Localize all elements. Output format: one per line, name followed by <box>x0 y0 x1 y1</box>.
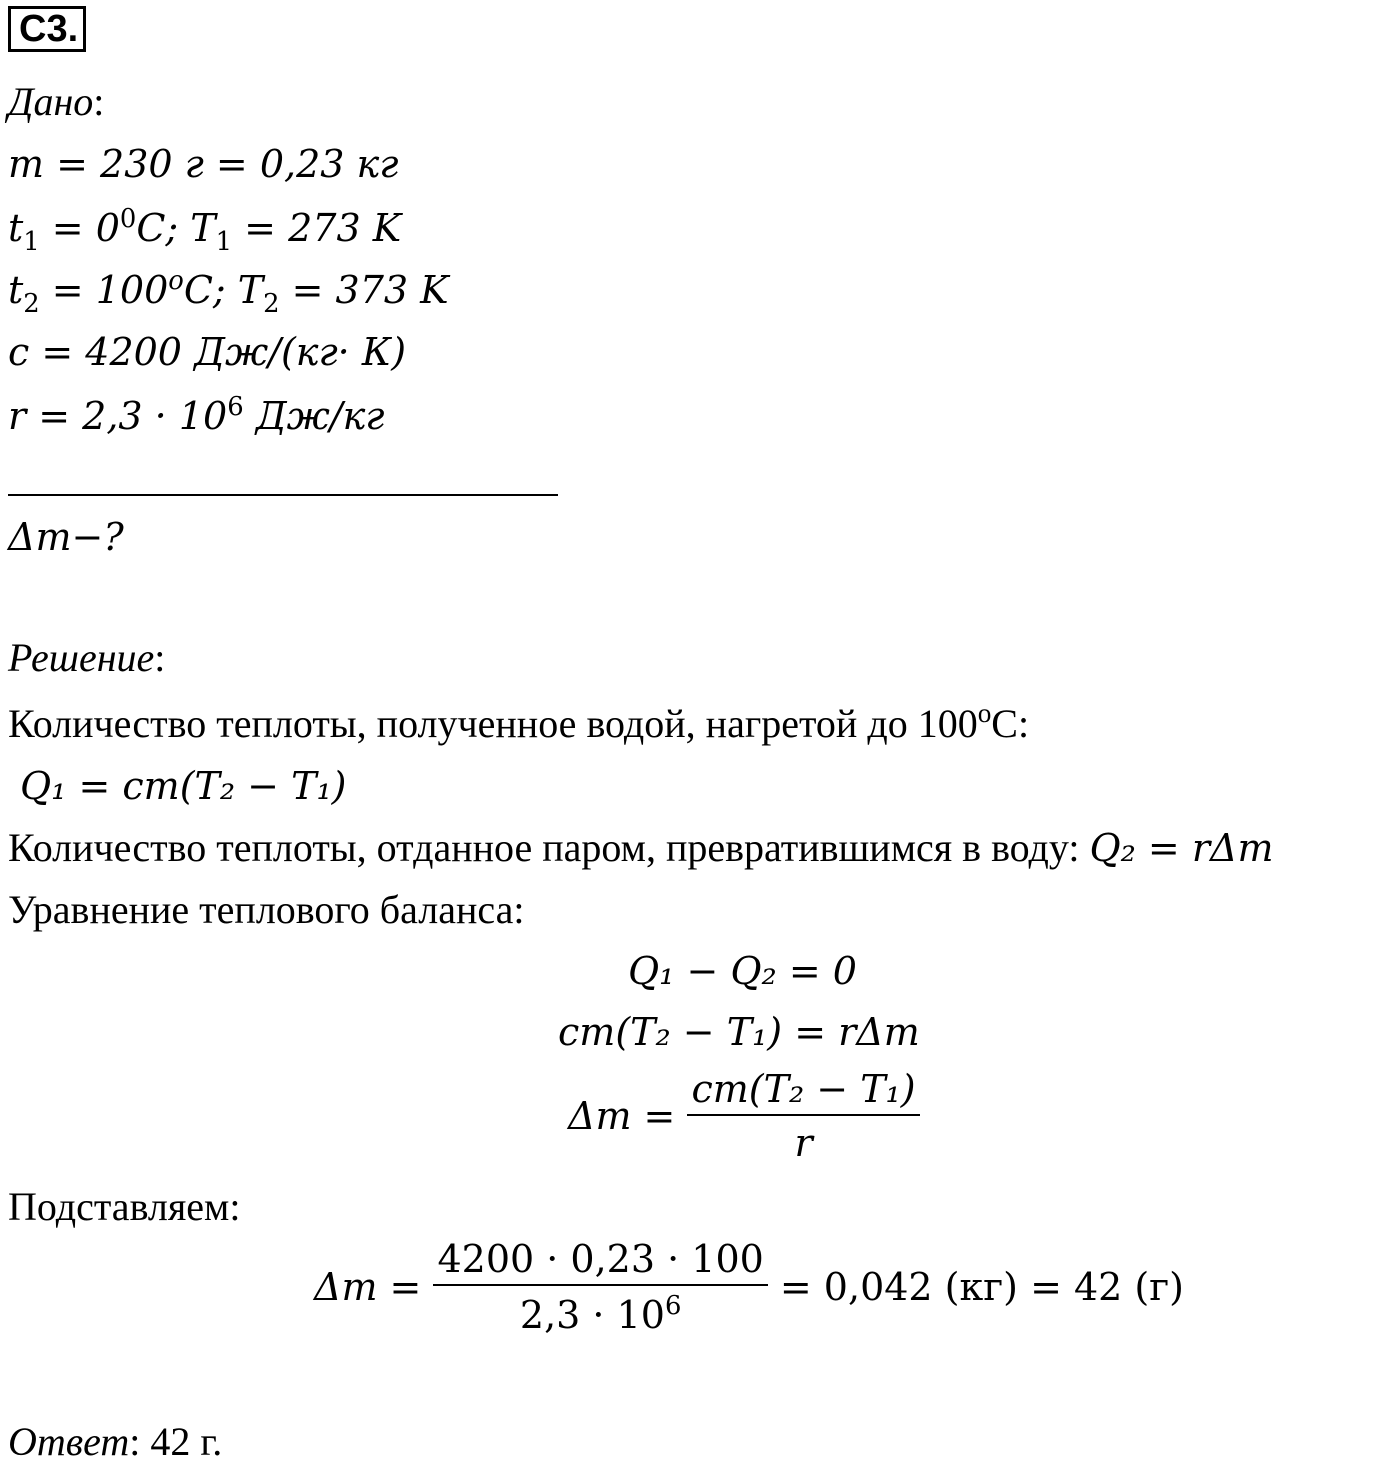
given-latent-heat <box>8 392 385 439</box>
formula-q1: Q₁ = cm(T₂ − T₁) <box>20 764 347 808</box>
T1-value: = 273 K <box>232 206 402 251</box>
delta-m-fraction <box>687 1067 919 1165</box>
formula-q2: Q₂ = rΔm <box>1089 826 1274 870</box>
T1-subscript: 1 <box>215 227 233 258</box>
T2-subscript: 2 <box>263 289 280 320</box>
answer-line <box>8 1419 223 1464</box>
given-specific-heat: c = 4200 Дж/(кг· К) <box>8 330 407 374</box>
given-divider <box>8 494 558 496</box>
T2-value: = 373 K <box>279 268 449 313</box>
equation-substituted: cm(T₂ − T₁) = rΔm <box>558 1010 920 1054</box>
delta-m-lhs: Δm = <box>568 1094 688 1138</box>
calc-lhs: Δm = <box>314 1265 434 1310</box>
equation-balance: Q₁ − Q₂ = 0 <box>628 949 857 993</box>
t1-value: = 0 <box>39 206 120 251</box>
calc-denominator <box>433 1284 767 1338</box>
find-quantity: Δm−? <box>8 515 124 559</box>
line1-degree: о <box>977 698 992 728</box>
r-value: r = 2,3 · 10 <box>8 394 228 439</box>
r-unit: Дж/кг <box>243 394 385 439</box>
calc-den-base: 2,3 · 10 <box>519 1293 665 1338</box>
calc-result: = 0,042 (кг) = 42 (г) <box>767 1265 1184 1310</box>
t2-unit: C; T <box>183 268 264 313</box>
problem-label: С3. <box>8 6 86 52</box>
equation-delta-m <box>568 1067 920 1165</box>
answer-heading: Ответ <box>8 1419 130 1464</box>
solution-line-1 <box>8 700 1029 744</box>
t1-subscript: 1 <box>23 227 40 258</box>
solution-heading: Решение: <box>8 635 166 680</box>
answer-value: : 42 г. <box>129 1419 223 1464</box>
calculation <box>314 1237 1184 1338</box>
t2-degree: o <box>168 266 184 296</box>
substitute-label: Подставляем: <box>8 1184 241 1229</box>
t1-degree: 0 <box>119 204 137 234</box>
t1-symbol: t <box>8 206 24 251</box>
solution-line-2 <box>8 825 1274 870</box>
calc-fraction <box>433 1237 767 1338</box>
solution-heading-text: Решение <box>8 635 155 680</box>
line1-unit: С: <box>991 700 1030 746</box>
calc-numerator: 4200 · 0,23 · 100 <box>437 1237 764 1281</box>
fraction-denominator: r <box>687 1114 919 1162</box>
t2-subscript: 2 <box>23 289 40 320</box>
t2-symbol: t <box>8 268 24 313</box>
given-mass: m = 230 г = 0,23 кг <box>8 142 399 186</box>
t2-value: = 100 <box>39 268 169 313</box>
calc-den-exponent: 6 <box>664 1291 682 1321</box>
line2-text: Количество теплоты, отданное паром, превратившимся в воду: <box>8 825 1090 870</box>
solution-line-3: Уравнение теплового баланса: <box>8 887 525 932</box>
fraction-numerator: cm(T₂ − T₁) <box>691 1067 916 1111</box>
given-heading: Дано: <box>8 79 105 124</box>
given-temp1 <box>8 204 402 258</box>
line1-text: Количество теплоты, полученное водой, нагретой до 100 <box>8 700 978 746</box>
given-heading-text: Дано <box>8 79 94 124</box>
t1-unit: C; T <box>136 206 216 251</box>
r-exponent: 6 <box>227 392 244 422</box>
given-temp2 <box>8 266 449 320</box>
